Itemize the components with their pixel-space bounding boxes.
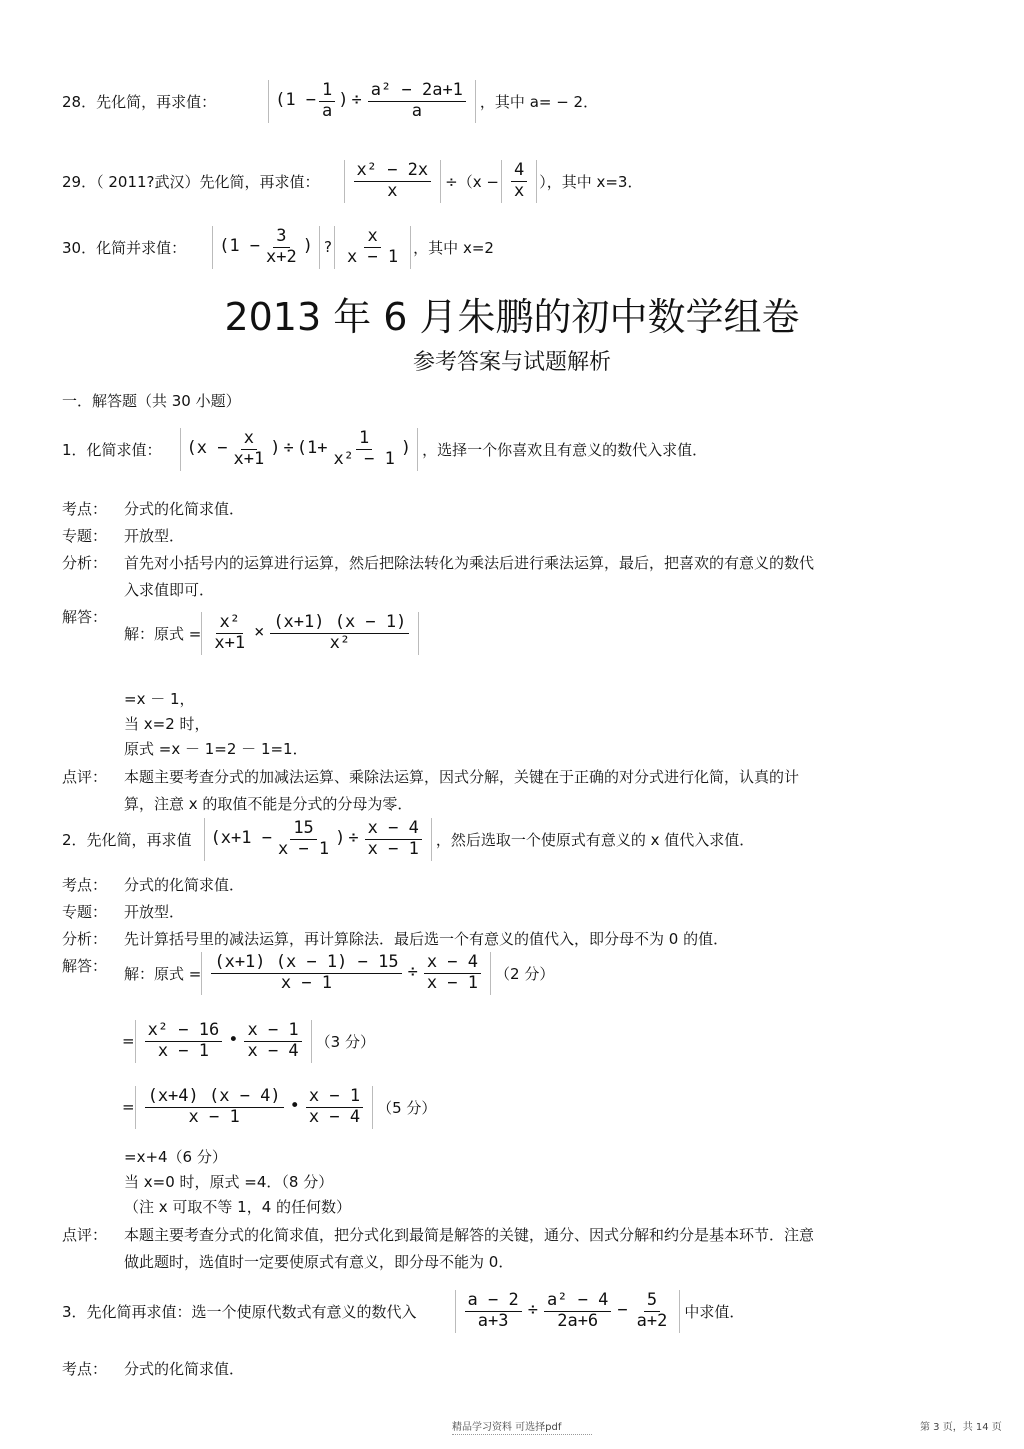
footer-divider xyxy=(452,1434,592,1435)
a1-zhuanti: 专题： 开放型． xyxy=(62,527,185,545)
q28-paren-open: (1 − xyxy=(275,90,317,111)
a2-step-2: = $\frac{\text{x² − 16}}{x - 1}$ • $\frac{x - 1}{x - 4}$ （3 分） xyxy=(122,1020,375,1061)
a2-suffix: ，然后选取一个使原式有意义的 x 值代入求值． xyxy=(435,830,755,849)
a1-prefix: 1．化简求值： xyxy=(62,440,162,459)
a2-step-1: 解：原式 = $\frac{(x+1) (x - 1) - 15}{x - 1}$ ÷ $\frac{x - 4}{x - 1}$ （2 分） xyxy=(124,952,555,993)
q29-formula-1: $\frac{\text{x² − 2x}}{x}$ xyxy=(344,160,442,203)
q28-frac-2: $\frac{\text{a² − 2a+1}}{a}$ xyxy=(368,82,466,121)
a3-prefix: 3．先化简再求值：选一个使原代数式有意义的数代入 xyxy=(62,1302,417,1321)
a3-suffix: 中求值． xyxy=(684,1302,745,1321)
q29-prefix: 29．（ 2011?武汉）先化简，再求值： xyxy=(62,172,320,191)
q28-prefix: 28．先化简，再求值： xyxy=(62,92,217,111)
q28-paren-close: ) xyxy=(338,90,349,111)
q29-suffix: ），其中 x=3． xyxy=(539,172,643,191)
a3-formula: $\frac{a - 2}{a+3}$ ÷ $\frac{\text{a² − 4}}{2a+6}$ − $\frac{5}{a+2}$ xyxy=(455,1290,681,1333)
a2-step-3-formula: $\frac{(x+4) (x - 4)}{x - 1}$ • $\frac{x - 1}{x - 4}$ xyxy=(135,1086,374,1129)
page-title: 2013 年 6 月朱鹏的初中数学组卷 xyxy=(224,295,800,339)
question-28 xyxy=(62,80,598,123)
a1-formula: (x − $\frac{x}{x+1}$ ) ÷ (1+ $\frac{1}{\text{x² − 1}}$ ) xyxy=(180,428,419,471)
a2-prefix: 2．先化简，再求值 xyxy=(62,830,192,849)
q28-frac-1: $\frac{1}{a}$ xyxy=(319,82,335,121)
answer-2-question xyxy=(62,818,754,861)
a2-dianping-2: 做此题时，选值时一定要使原式有意义，即分母不能为 0． xyxy=(124,1253,514,1271)
a1-fenxi: 分析： 首先对小括号内的运算进行运算，然后把除法转化为乘法后进行乘法运算，最后，把喜欢的有意义的数代 xyxy=(62,554,815,572)
q28-formula xyxy=(268,80,476,123)
q29-formula-2: $\frac{4}{x}$ xyxy=(501,160,537,203)
section-heading: 一．解答题（共 30 小题） xyxy=(62,392,241,410)
q30-mid: ? xyxy=(324,238,332,257)
a1-step-3: 当 x=2 时， xyxy=(124,715,210,733)
a1-dianping: 点评： 本题主要考查分式的加减法运算、乘除法运算，因式分解，关键在于正确的对分式进行化简，认真的计 xyxy=(62,768,800,786)
q29-mid: ÷（x − xyxy=(445,172,499,191)
a1-fenxi-2: 入求值即可． xyxy=(124,581,215,599)
q30-prefix: 30．化简并求值： xyxy=(62,238,187,257)
a1-step-2: =x － 1， xyxy=(124,690,195,708)
footer-page-number: 第 3 页，共 14 页 xyxy=(920,1422,1002,1433)
a1-jieda-label: 解答： xyxy=(62,608,108,626)
q30-formula-2: $\frac{x}{x - 1}$ xyxy=(334,226,411,269)
a3-kaodian: 考点： 分式的化简求值． xyxy=(62,1360,245,1378)
a2-fenxi: 分析： 先计算括号里的减法运算，再计算除法．最后选一个有意义的值代入，即分母不为 0 的值． xyxy=(62,930,729,948)
q28-suffix: ，其中 a= − 2． xyxy=(479,92,599,111)
footer-left: 精品学习资料 可选择pdf xyxy=(452,1422,562,1433)
a2-formula: (x+1 − $\frac{15}{x - 1}$ ) ÷ $\frac{x - 4}{x - 1}$ xyxy=(204,818,432,861)
a2-step-1-formula: $\frac{(x+1) (x - 1) - 15}{x - 1}$ ÷ $\frac{x - 4}{x - 1}$ xyxy=(201,952,491,995)
page-subtitle: 参考答案与试题解析 xyxy=(412,350,611,375)
a2-jieda-label: 解答： xyxy=(62,957,108,975)
a2-step-3: = $\frac{(x+4) (x - 4)}{x - 1}$ • $\frac{x - 1}{x - 4}$ （5 分） xyxy=(122,1086,437,1127)
question-30 xyxy=(62,226,494,269)
a2-step-6: （注 x 可取不等 1，4 的任何数） xyxy=(124,1198,352,1216)
question-29 xyxy=(62,160,642,203)
a2-step-5: 当 x=0 时，原式 =4．（8 分） xyxy=(124,1173,334,1191)
answer-1-question xyxy=(62,428,707,471)
answer-3-question xyxy=(62,1290,744,1333)
a1-step-1: 解：原式 = $\frac{\text{x²}}{x+1}$ × $\frac{(x+1) (x - 1)}{\text{x²}}$ xyxy=(124,612,423,655)
a2-step-4: =x+4（6 分） xyxy=(124,1148,227,1166)
a1-step-4: 原式 =x － 1=2 － 1=1． xyxy=(124,740,308,758)
a1-step-1-formula: $\frac{\text{x²}}{x+1}$ × $\frac{(x+1) (x - 1)}{\text{x²}}$ xyxy=(201,612,419,655)
q30-formula-1: (1 − $\frac{3}{x+2}$ ) xyxy=(212,226,320,269)
a2-step-2-formula: $\frac{\text{x² − 16}}{x - 1}$ • $\frac{x - 1}{x - 4}$ xyxy=(135,1020,312,1063)
q28-divide: ÷ xyxy=(351,90,362,111)
a2-dianping: 点评： 本题主要考查分式的化简求值，把分式化到最简是解答的关键，通分、因式分解和约分是基本环节．注意 xyxy=(62,1226,815,1244)
a2-kaodian: 考点： 分式的化简求值． xyxy=(62,876,245,894)
a1-suffix: ，选择一个你喜欢且有意义的数代入求值． xyxy=(422,440,708,459)
a1-dianping-2: 算，注意 x 的取值不能是分式的分母为零． xyxy=(124,795,413,813)
a1-kaodian: 考点： 分式的化简求值． xyxy=(62,500,245,518)
q30-suffix: ，其中 x=2 xyxy=(413,238,494,257)
a2-zhuanti: 专题： 开放型． xyxy=(62,903,185,921)
